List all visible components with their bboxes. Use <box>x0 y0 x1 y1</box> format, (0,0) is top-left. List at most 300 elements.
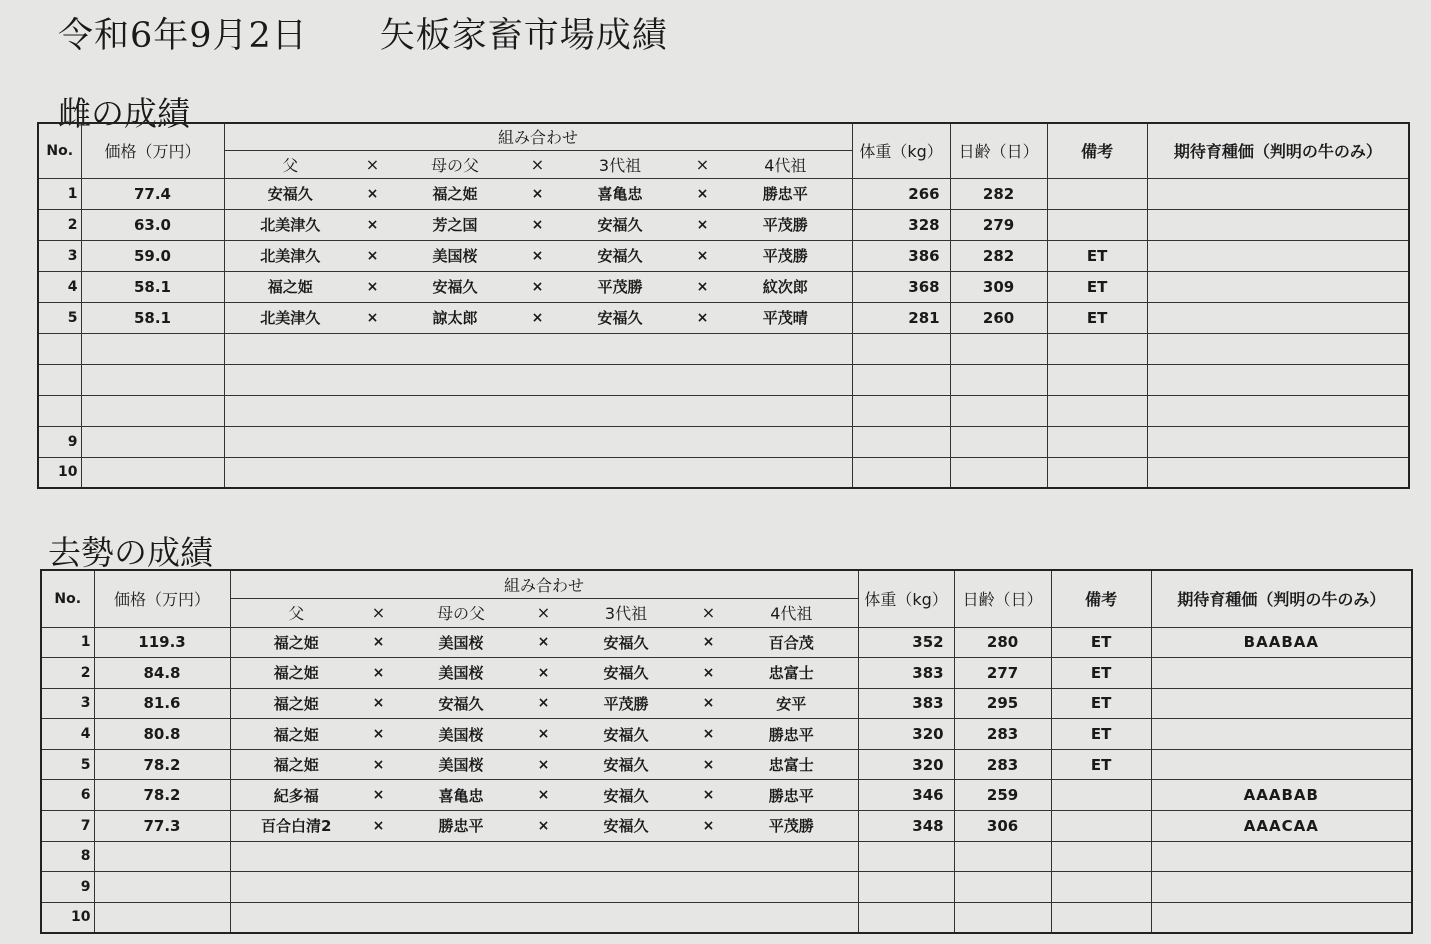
cell-price <box>81 457 224 488</box>
cell-dam-sire: 美国桜 <box>389 240 521 271</box>
cell-gen4: 紋次郎 <box>719 271 852 302</box>
cell-no: 10 <box>38 457 81 488</box>
header-sire: 父 <box>230 598 362 627</box>
cell-age: 259 <box>954 780 1051 811</box>
cell-age: 277 <box>954 658 1051 689</box>
cell-age <box>950 395 1047 426</box>
cell-gen4: 平茂勝 <box>719 240 852 271</box>
cell-times: × <box>362 627 395 658</box>
cell-times: × <box>692 811 725 842</box>
table-row <box>38 364 1409 395</box>
cell-no: 10 <box>41 902 94 933</box>
cell-price <box>81 426 224 457</box>
cell-times <box>362 841 395 872</box>
cell-gen3 <box>560 902 692 933</box>
header-dam-sire: 母の父 <box>395 598 527 627</box>
steer-section-title: 去勢の成績 <box>48 533 213 572</box>
cell-weight: 352 <box>858 627 954 658</box>
cell-age: 282 <box>950 240 1047 271</box>
cell-price: 77.3 <box>94 811 230 842</box>
cell-times: × <box>527 811 560 842</box>
header-times: × <box>356 150 389 178</box>
cell-note: ET <box>1051 658 1151 689</box>
header-age: 日齢（日） <box>950 123 1047 178</box>
cell-times <box>521 333 554 364</box>
header-times: × <box>686 150 719 178</box>
cell-dam-sire <box>389 364 521 395</box>
cell-price <box>81 333 224 364</box>
cell-note: ET <box>1047 271 1147 302</box>
cell-times: × <box>692 658 725 689</box>
cell-note <box>1047 457 1147 488</box>
cell-age <box>950 457 1047 488</box>
cell-weight: 346 <box>858 780 954 811</box>
cell-note <box>1051 872 1151 903</box>
cell-ebv <box>1147 333 1409 364</box>
cell-gen3 <box>554 457 686 488</box>
cell-price: 77.4 <box>81 178 224 209</box>
cell-times: × <box>356 178 389 209</box>
table-row <box>41 719 1412 750</box>
cell-note <box>1047 178 1147 209</box>
table-row <box>38 209 1409 240</box>
cell-gen4 <box>719 395 852 426</box>
cell-gen3 <box>560 841 692 872</box>
cell-times <box>686 426 719 457</box>
cell-price: 59.0 <box>81 240 224 271</box>
cell-gen3: 安福久 <box>560 780 692 811</box>
cell-dam-sire: 諒太郎 <box>389 302 521 333</box>
steer-rows <box>41 627 1412 933</box>
cell-note <box>1047 364 1147 395</box>
cell-sire <box>230 841 362 872</box>
header-weight: 体重（kg） <box>852 123 950 178</box>
cell-times: × <box>521 271 554 302</box>
cell-no: 9 <box>41 872 94 903</box>
cell-ebv <box>1151 841 1412 872</box>
cell-age <box>954 902 1051 933</box>
cell-age: 295 <box>954 688 1051 719</box>
cell-times <box>362 902 395 933</box>
cell-times: × <box>686 240 719 271</box>
cell-price: 63.0 <box>81 209 224 240</box>
cell-gen3: 安福久 <box>560 658 692 689</box>
cell-dam-sire: 芳之国 <box>389 209 521 240</box>
cell-ebv <box>1147 364 1409 395</box>
table-row <box>41 627 1412 658</box>
cell-no: 5 <box>41 749 94 780</box>
cell-note: ET <box>1051 627 1151 658</box>
cell-dam-sire: 美国桜 <box>395 658 527 689</box>
cell-times <box>521 364 554 395</box>
cell-times <box>686 333 719 364</box>
cell-sire: 福之姫 <box>230 688 362 719</box>
cell-note <box>1047 209 1147 240</box>
cell-gen3: 安福久 <box>554 209 686 240</box>
cell-dam-sire <box>395 902 527 933</box>
cell-sire: 福之姫 <box>230 627 362 658</box>
cell-times: × <box>362 780 395 811</box>
header-gen3: 3代祖 <box>560 598 692 627</box>
table-row <box>41 658 1412 689</box>
cell-times: × <box>686 209 719 240</box>
cell-gen4: 平茂勝 <box>719 209 852 240</box>
header-sire: 父 <box>224 150 356 178</box>
cell-price: 78.2 <box>94 749 230 780</box>
cell-gen4: 百合茂 <box>725 627 858 658</box>
cell-age: 279 <box>950 209 1047 240</box>
table-row <box>38 333 1409 364</box>
cell-times: × <box>356 240 389 271</box>
header-gen4: 4代祖 <box>725 598 858 627</box>
cell-weight: 328 <box>852 209 950 240</box>
cell-dam-sire: 福之姫 <box>389 178 521 209</box>
cell-price: 78.2 <box>94 780 230 811</box>
cell-ebv <box>1151 719 1412 750</box>
cell-sire <box>224 457 356 488</box>
cell-ebv <box>1147 240 1409 271</box>
cell-weight: 320 <box>858 719 954 750</box>
cell-weight: 281 <box>852 302 950 333</box>
cell-note: ET <box>1047 302 1147 333</box>
table-row <box>41 780 1412 811</box>
cell-gen4: 安平 <box>725 688 858 719</box>
cell-no: 5 <box>38 302 81 333</box>
cell-no: 1 <box>41 627 94 658</box>
cell-times: × <box>521 302 554 333</box>
cell-gen4: 忠富士 <box>725 658 858 689</box>
cell-note: ET <box>1051 719 1151 750</box>
cell-gen3 <box>554 364 686 395</box>
cell-sire <box>224 426 356 457</box>
cell-price: 119.3 <box>94 627 230 658</box>
cell-times <box>521 426 554 457</box>
cell-age <box>950 364 1047 395</box>
cell-no <box>38 395 81 426</box>
table-row <box>41 841 1412 872</box>
cell-gen4 <box>725 841 858 872</box>
cell-times: × <box>356 271 389 302</box>
cell-dam-sire <box>389 395 521 426</box>
cell-sire <box>224 395 356 426</box>
cell-price <box>94 841 230 872</box>
cell-ebv: AAABAB <box>1151 780 1412 811</box>
header-times: × <box>527 598 560 627</box>
cell-gen4: 勝忠平 <box>725 719 858 750</box>
cell-age: 283 <box>954 749 1051 780</box>
cell-weight: 383 <box>858 658 954 689</box>
cell-times <box>527 902 560 933</box>
cell-times <box>521 457 554 488</box>
table-row <box>38 178 1409 209</box>
header-gen4: 4代祖 <box>719 150 852 178</box>
header-no: No. <box>38 123 81 178</box>
cell-times: × <box>686 271 719 302</box>
cell-no: 2 <box>38 209 81 240</box>
cell-no: 3 <box>41 688 94 719</box>
cell-age: 306 <box>954 811 1051 842</box>
header-note: 備考 <box>1051 570 1151 627</box>
cell-ebv: AAACAA <box>1151 811 1412 842</box>
cell-times: × <box>362 658 395 689</box>
steer-results-table <box>40 569 1413 934</box>
header-times: × <box>692 598 725 627</box>
cell-dam-sire: 美国桜 <box>395 627 527 658</box>
cell-times <box>692 902 725 933</box>
cell-age <box>950 426 1047 457</box>
cell-note <box>1051 780 1151 811</box>
cell-note: ET <box>1047 240 1147 271</box>
header-age: 日齢（日） <box>954 570 1051 627</box>
cell-age <box>950 333 1047 364</box>
cell-no: 3 <box>38 240 81 271</box>
cell-weight <box>858 902 954 933</box>
cell-gen3: 喜亀忠 <box>554 178 686 209</box>
cell-ebv <box>1147 302 1409 333</box>
cell-age <box>954 872 1051 903</box>
cell-times <box>686 395 719 426</box>
header-no: No. <box>41 570 94 627</box>
cell-times: × <box>521 178 554 209</box>
heifer-results-table <box>37 122 1410 489</box>
cell-dam-sire: 勝忠平 <box>395 811 527 842</box>
cell-ebv <box>1151 688 1412 719</box>
cell-sire <box>230 902 362 933</box>
cell-price: 58.1 <box>81 271 224 302</box>
cell-sire: 福之姫 <box>224 271 356 302</box>
cell-dam-sire: 喜亀忠 <box>395 780 527 811</box>
cell-times: × <box>527 688 560 719</box>
table-row <box>38 240 1409 271</box>
cell-times: × <box>362 719 395 750</box>
cell-times: × <box>521 209 554 240</box>
cell-gen3 <box>560 872 692 903</box>
cell-weight <box>852 364 950 395</box>
cell-weight <box>852 395 950 426</box>
cell-gen4: 平茂晴 <box>719 302 852 333</box>
cell-sire: 百合白清2 <box>230 811 362 842</box>
cell-times: × <box>692 719 725 750</box>
cell-ebv <box>1147 457 1409 488</box>
cell-age <box>954 841 1051 872</box>
cell-price: 58.1 <box>81 302 224 333</box>
header-price: 価格（万円） <box>94 570 230 627</box>
cell-gen3: 安福久 <box>554 240 686 271</box>
cell-note: ET <box>1051 688 1151 719</box>
table-row <box>41 872 1412 903</box>
cell-gen4 <box>719 364 852 395</box>
table-row <box>41 902 1412 933</box>
table-row <box>38 457 1409 488</box>
cell-times <box>692 841 725 872</box>
cell-dam-sire: 美国桜 <box>395 749 527 780</box>
cell-dam-sire <box>395 872 527 903</box>
cell-no: 7 <box>41 811 94 842</box>
cell-times: × <box>356 209 389 240</box>
table-row <box>41 811 1412 842</box>
cell-times <box>686 364 719 395</box>
header-times: × <box>521 150 554 178</box>
cell-times: × <box>686 302 719 333</box>
cell-no: 1 <box>38 178 81 209</box>
cell-sire: 福之姫 <box>230 719 362 750</box>
cell-dam-sire: 美国桜 <box>395 719 527 750</box>
cell-gen3 <box>554 426 686 457</box>
cell-times <box>527 841 560 872</box>
cell-dam-sire: 安福久 <box>395 688 527 719</box>
cell-age: 282 <box>950 178 1047 209</box>
cell-weight: 383 <box>858 688 954 719</box>
table-row <box>38 395 1409 426</box>
cell-ebv: BAABAA <box>1151 627 1412 658</box>
cell-gen4 <box>725 872 858 903</box>
cell-gen3: 平茂勝 <box>560 688 692 719</box>
header-ebv: 期待育種価（判明の牛のみ） <box>1151 570 1412 627</box>
cell-times: × <box>692 627 725 658</box>
cell-age: 280 <box>954 627 1051 658</box>
header-note: 備考 <box>1047 123 1147 178</box>
heifer-rows <box>38 178 1409 488</box>
heifer-section-title: 雌の成績 <box>58 94 190 133</box>
cell-dam-sire <box>389 333 521 364</box>
cell-dam-sire <box>389 457 521 488</box>
cell-note <box>1051 841 1151 872</box>
cell-times: × <box>527 749 560 780</box>
cell-ebv <box>1147 178 1409 209</box>
cell-note <box>1051 902 1151 933</box>
table-row <box>38 426 1409 457</box>
cell-no: 9 <box>38 426 81 457</box>
cell-gen3: 平茂勝 <box>554 271 686 302</box>
cell-no <box>38 364 81 395</box>
cell-dam-sire <box>389 426 521 457</box>
cell-age: 309 <box>950 271 1047 302</box>
cell-note: ET <box>1051 749 1151 780</box>
cell-gen3: 安福久 <box>560 749 692 780</box>
cell-times <box>356 395 389 426</box>
cell-price <box>94 872 230 903</box>
cell-ebv <box>1151 902 1412 933</box>
cell-times <box>356 426 389 457</box>
cell-no: 2 <box>41 658 94 689</box>
cell-times: × <box>692 780 725 811</box>
cell-gen4: 平茂勝 <box>725 811 858 842</box>
cell-times: × <box>692 688 725 719</box>
cell-times: × <box>527 719 560 750</box>
header-times: × <box>362 598 395 627</box>
cell-sire: 福之姫 <box>230 749 362 780</box>
cell-ebv <box>1151 749 1412 780</box>
cell-gen4 <box>719 457 852 488</box>
header-weight: 体重（kg） <box>858 570 954 627</box>
cell-weight: 386 <box>852 240 950 271</box>
cell-price <box>81 395 224 426</box>
cell-sire: 福之姫 <box>230 658 362 689</box>
cell-price: 84.8 <box>94 658 230 689</box>
cell-sire: 北美津久 <box>224 209 356 240</box>
cell-sire <box>230 872 362 903</box>
cell-times: × <box>527 627 560 658</box>
cell-times <box>527 872 560 903</box>
header-price: 価格（万円） <box>81 123 224 178</box>
cell-ebv <box>1147 395 1409 426</box>
cell-weight <box>852 426 950 457</box>
header-gen3: 3代祖 <box>554 150 686 178</box>
cell-times: × <box>362 688 395 719</box>
cell-weight <box>858 872 954 903</box>
cell-note <box>1047 426 1147 457</box>
cell-weight <box>858 841 954 872</box>
header-combination: 組み合わせ <box>230 570 858 598</box>
cell-weight <box>852 457 950 488</box>
table-row <box>41 688 1412 719</box>
cell-times <box>362 872 395 903</box>
cell-sire <box>224 333 356 364</box>
cell-no <box>38 333 81 364</box>
cell-weight <box>852 333 950 364</box>
header-combination: 組み合わせ <box>224 123 852 150</box>
cell-gen4 <box>719 333 852 364</box>
cell-ebv <box>1151 872 1412 903</box>
cell-no: 6 <box>41 780 94 811</box>
cell-weight: 320 <box>858 749 954 780</box>
cell-gen3: 安福久 <box>560 811 692 842</box>
cell-times: × <box>521 240 554 271</box>
cell-gen3: 安福久 <box>554 302 686 333</box>
cell-gen4 <box>725 902 858 933</box>
cell-gen4: 忠富士 <box>725 749 858 780</box>
cell-times: × <box>527 780 560 811</box>
cell-note <box>1051 811 1151 842</box>
cell-sire: 北美津久 <box>224 302 356 333</box>
cell-times: × <box>356 302 389 333</box>
cell-sire <box>224 364 356 395</box>
cell-gen3: 安福久 <box>560 627 692 658</box>
cell-times <box>686 457 719 488</box>
cell-ebv <box>1147 271 1409 302</box>
cell-weight: 348 <box>858 811 954 842</box>
cell-sire: 安福久 <box>224 178 356 209</box>
cell-gen4: 勝忠平 <box>719 178 852 209</box>
cell-ebv <box>1151 658 1412 689</box>
cell-ebv <box>1147 209 1409 240</box>
cell-gen3 <box>554 333 686 364</box>
cell-dam-sire <box>395 841 527 872</box>
cell-times <box>356 457 389 488</box>
cell-gen3: 安福久 <box>560 719 692 750</box>
table-row <box>38 302 1409 333</box>
cell-gen3 <box>554 395 686 426</box>
cell-no: 8 <box>41 841 94 872</box>
cell-times: × <box>686 178 719 209</box>
cell-times <box>356 364 389 395</box>
cell-ebv <box>1147 426 1409 457</box>
cell-sire: 紀多福 <box>230 780 362 811</box>
cell-dam-sire: 安福久 <box>389 271 521 302</box>
page-title: 令和6年9月2日 矢板家畜市場成績 <box>58 16 668 56</box>
cell-weight: 368 <box>852 271 950 302</box>
cell-note <box>1047 395 1147 426</box>
header-dam-sire: 母の父 <box>389 150 521 178</box>
cell-no: 4 <box>38 271 81 302</box>
table-row <box>41 749 1412 780</box>
cell-gen4: 勝忠平 <box>725 780 858 811</box>
cell-price: 81.6 <box>94 688 230 719</box>
cell-age: 260 <box>950 302 1047 333</box>
cell-price <box>94 902 230 933</box>
cell-sire: 北美津久 <box>224 240 356 271</box>
cell-no: 4 <box>41 719 94 750</box>
